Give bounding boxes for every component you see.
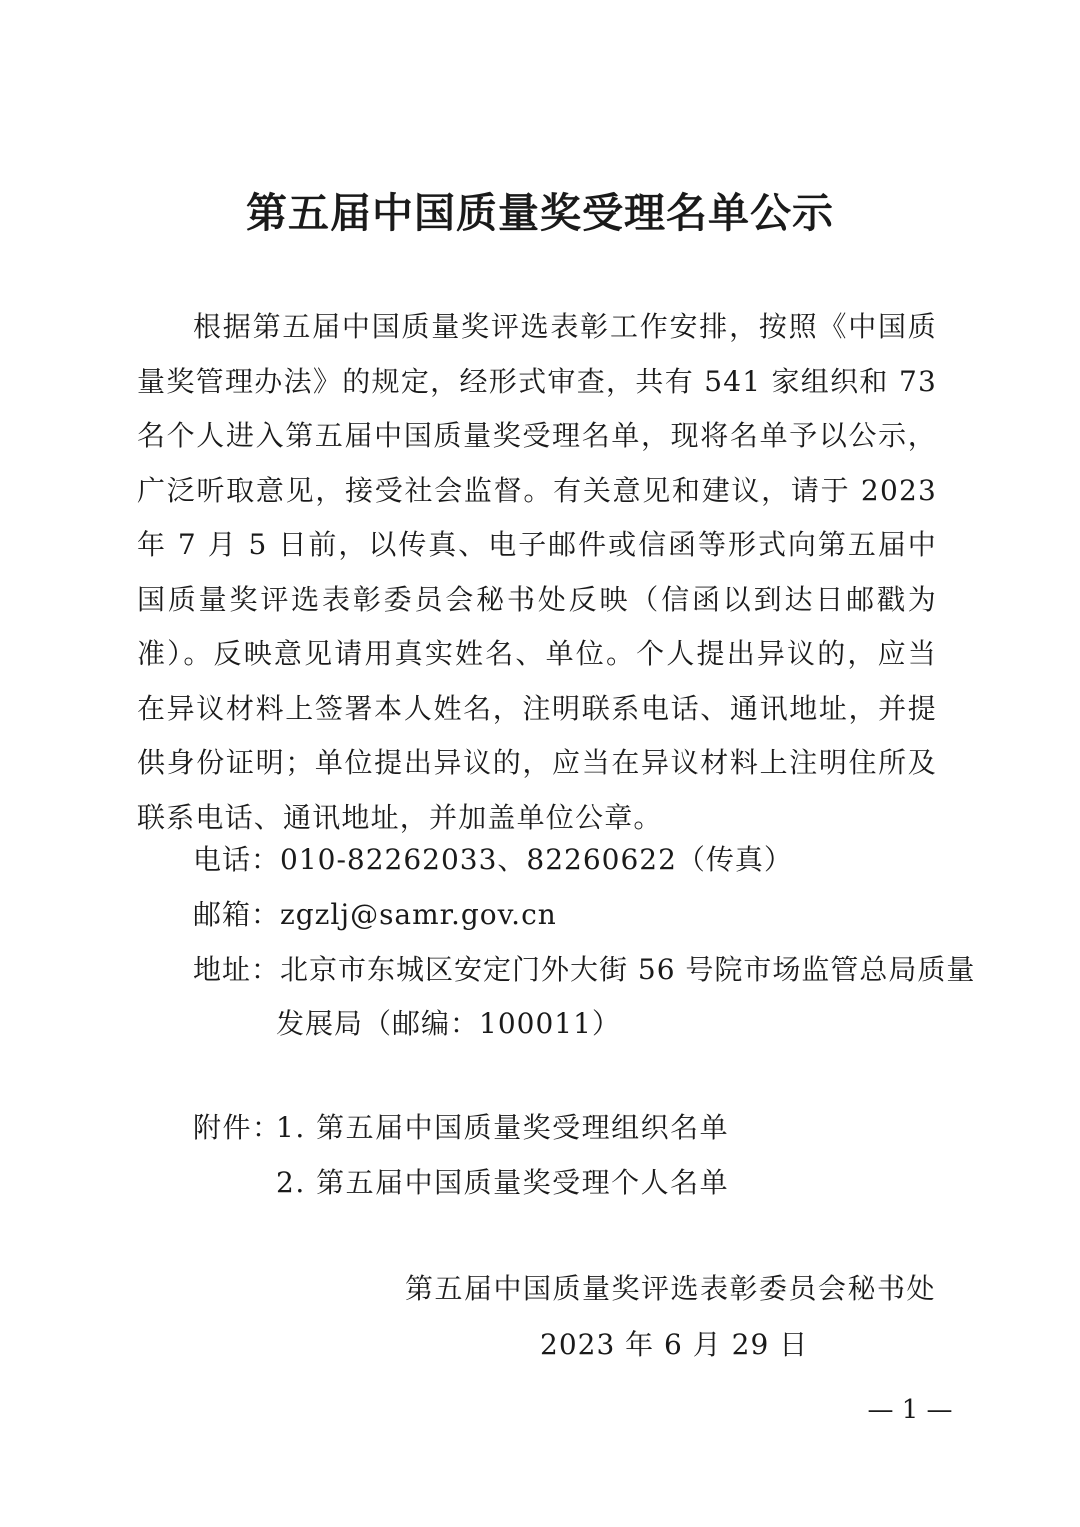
page-number: — 1 — xyxy=(867,1395,953,1425)
contact-address-line1: 地址：北京市东城区安定门外大街 56 号院市场监管总局质量 xyxy=(193,953,976,986)
signature-date: 2023 年 6 月 29 日 xyxy=(540,1328,809,1361)
document-title: 第五届中国质量奖受理名单公示 xyxy=(246,189,834,237)
contact-email: 邮箱：zgzlj@samr.gov.cn xyxy=(193,898,557,931)
attachment-item: 2. 第五届中国质量奖受理个人名单 xyxy=(276,1166,730,1199)
attachments-label: 附件： xyxy=(193,1111,282,1144)
contact-phone: 电话：010-82262033、82260622（传真） xyxy=(193,843,793,876)
contact-address-line2: 发展局（邮编：100011） xyxy=(276,1007,621,1040)
attachment-item: 1. 第五届中国质量奖受理组织名单 xyxy=(276,1111,730,1144)
notice-body-paragraph: 根据第五届中国质量奖评选表彰工作安排，按照《中国质量奖管理办法》的规定，经形式审查，共有 541 家组织和 73 名个人进入第五届中国质量奖受理名单，现将名单予以公示，广泛听取意见，接受社会监督。有关意见和建议，请于 2023 年 7 月 5 日前，以传真、电子邮件或信函等形式向第五届中国质量奖评选表彰委员会秘书处反映（信函以到达日邮戳为准）。反映意见请用真实姓名、单位。个人提出异议的，应当在异议材料上签署本人姓名，注明联系电话、通讯地址，并提供身份证明；单位提出异议的，应当在异议材料上注明住所及联系电话、通讯地址，并加盖单位公章。 xyxy=(137,310,937,834)
signature-organization: 第五届中国质量奖评选表彰委员会秘书处 xyxy=(405,1272,937,1305)
